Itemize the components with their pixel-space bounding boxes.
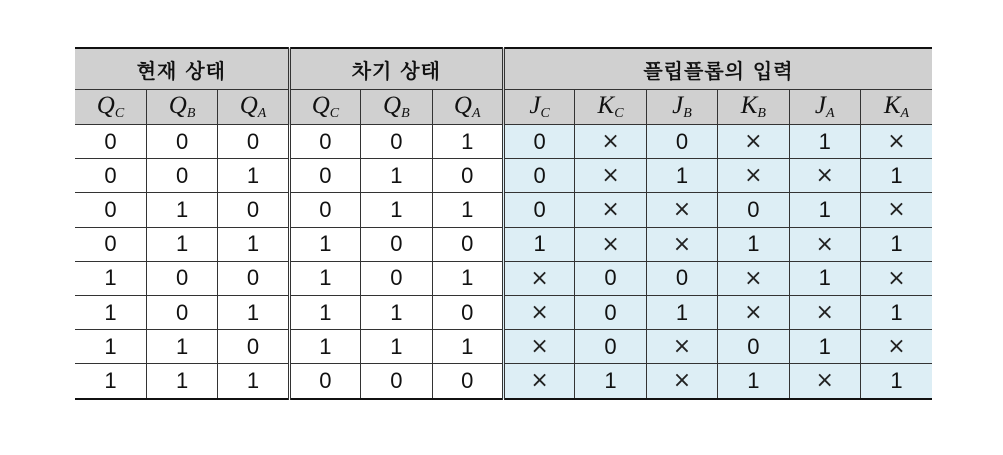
table-cell: 0 (718, 330, 789, 364)
table-cell: × (789, 159, 860, 193)
table-cell: 0 (361, 125, 432, 159)
table-cell: 1 (289, 330, 360, 364)
table-cell: 0 (146, 261, 217, 295)
table-cell: × (789, 364, 860, 399)
table-cell: × (789, 295, 860, 329)
column-header-variable: J (529, 92, 541, 119)
table-cell: 1 (75, 364, 146, 399)
table-cell: 0 (432, 227, 503, 261)
column-header-variable: Q (311, 92, 330, 119)
table-cell: × (646, 364, 717, 399)
table-cell: 1 (146, 227, 217, 261)
table-cell: 1 (218, 159, 289, 193)
table-row (75, 261, 932, 295)
table-cell: 1 (75, 295, 146, 329)
table-cell: 1 (789, 330, 860, 364)
column-header (575, 90, 646, 125)
table-cell: 0 (361, 227, 432, 261)
table-cell: 1 (503, 227, 574, 261)
column-header-variable: Q (383, 92, 402, 119)
column-header-variable: J (814, 92, 827, 119)
table-cell: × (646, 330, 717, 364)
table-cell: 0 (503, 125, 574, 159)
table-cell: 0 (432, 295, 503, 329)
column-header-variable: J (672, 92, 684, 119)
table-cell: 1 (146, 364, 217, 399)
table-cell: 1 (432, 125, 503, 159)
table-row (75, 330, 932, 364)
table-cell: 0 (575, 330, 646, 364)
table-cell: 0 (146, 295, 217, 329)
table-cell: 0 (503, 159, 574, 193)
table-cell: 1 (218, 295, 289, 329)
table-cell: 1 (789, 261, 860, 295)
table-cell: 0 (75, 125, 146, 159)
table-row (75, 295, 932, 329)
table-cell: 1 (218, 227, 289, 261)
table-cell: 0 (575, 261, 646, 295)
table-cell: 0 (289, 125, 360, 159)
column-header (75, 90, 146, 125)
table-cell: 1 (860, 364, 932, 399)
table-cell: × (575, 125, 646, 159)
table-cell: 0 (75, 227, 146, 261)
table-cell: × (575, 227, 646, 261)
column-header-variable: K (883, 92, 901, 119)
column-header-subscript: C (540, 106, 550, 121)
table-cell: × (575, 159, 646, 193)
table-cell: 1 (361, 330, 432, 364)
table-row (75, 227, 932, 261)
table-cell: 1 (860, 227, 932, 261)
table-cell: 0 (289, 364, 360, 399)
table-cell: 0 (146, 125, 217, 159)
table-cell: 0 (361, 364, 432, 399)
column-header-variable: Q (453, 92, 472, 119)
table-cell: × (860, 261, 932, 295)
table-cell: 1 (146, 193, 217, 227)
column-header-subscript: B (186, 106, 196, 121)
table-cell: × (860, 193, 932, 227)
column-header (789, 90, 860, 125)
column-header-subscript: A (471, 106, 481, 121)
table-row (75, 125, 932, 159)
next-state-group-header: 차기 상태 (289, 48, 503, 90)
table-cell: 1 (718, 364, 789, 399)
table-cell: 1 (718, 227, 789, 261)
table-cell: × (789, 227, 860, 261)
column-header (361, 90, 432, 125)
table-cell: 1 (218, 364, 289, 399)
table-cell: 1 (146, 330, 217, 364)
column-header-subscript: A (257, 106, 267, 121)
table-cell: 1 (289, 295, 360, 329)
table-cell: 1 (432, 330, 503, 364)
column-header (503, 90, 574, 125)
column-header (860, 90, 932, 125)
table-cell: 1 (361, 295, 432, 329)
column-header-variable: K (597, 92, 615, 119)
table-cell: 0 (718, 193, 789, 227)
table-cell: 1 (646, 159, 717, 193)
table-cell: 0 (503, 193, 574, 227)
table-cell: 1 (860, 295, 932, 329)
table-cell: 1 (432, 193, 503, 227)
table-cell: 1 (289, 261, 360, 295)
table-cell: × (718, 295, 789, 329)
table-row (75, 159, 932, 193)
table-cell: 0 (146, 159, 217, 193)
table-row (75, 193, 932, 227)
table-cell: 0 (575, 295, 646, 329)
table-cell: 1 (789, 125, 860, 159)
column-header-subscript: A (826, 106, 835, 121)
table-row (75, 364, 932, 399)
table-cell: × (503, 261, 574, 295)
table-cell: 1 (432, 261, 503, 295)
table-cell: × (718, 125, 789, 159)
group-header-row (75, 48, 932, 90)
table-cell: × (575, 193, 646, 227)
table-cell: 1 (361, 159, 432, 193)
table-cell: 0 (218, 125, 289, 159)
column-header-variable: Q (239, 92, 258, 119)
table-cell: × (860, 125, 932, 159)
table-cell: × (718, 159, 789, 193)
table-cell: 0 (361, 261, 432, 295)
column-header-variable: K (740, 92, 758, 119)
table-cell: 0 (432, 364, 503, 399)
table-cell: × (860, 330, 932, 364)
column-header-subscript: C (614, 106, 624, 121)
table-cell: 1 (860, 159, 932, 193)
variable-header-row (75, 90, 932, 125)
column-header-subscript: B (401, 106, 410, 121)
column-header-variable: Q (168, 92, 187, 119)
table-cell: 1 (789, 193, 860, 227)
table-cell: × (646, 193, 717, 227)
table-cell: 0 (646, 125, 717, 159)
table-cell: 0 (218, 261, 289, 295)
table-cell: 1 (75, 330, 146, 364)
column-header-subscript: A (900, 106, 910, 121)
table-cell: 0 (432, 159, 503, 193)
table-cell: 1 (75, 261, 146, 295)
table-cell: 0 (289, 159, 360, 193)
column-header (146, 90, 217, 125)
table-cell: 0 (218, 193, 289, 227)
table-cell: 1 (361, 193, 432, 227)
column-header-subscript: B (757, 106, 766, 121)
table-cell: × (503, 364, 574, 399)
table-cell: 0 (75, 193, 146, 227)
column-header (718, 90, 789, 125)
table-cell: × (718, 261, 789, 295)
table-cell: × (503, 330, 574, 364)
table-cell: 1 (289, 227, 360, 261)
table-cell: 0 (646, 261, 717, 295)
column-header (218, 90, 289, 125)
column-header-subscript: C (114, 106, 125, 121)
flip-flop-input-group-header: 플립플롭의 입력 (503, 48, 932, 90)
table-cell: 0 (289, 193, 360, 227)
present-state-group-header: 현재 상태 (75, 48, 289, 90)
table-cell: × (503, 295, 574, 329)
table-cell: 0 (218, 330, 289, 364)
column-header (289, 90, 360, 125)
column-header-subscript: C (329, 106, 340, 121)
flip-flop-excitation-table (75, 47, 932, 400)
table-cell: × (646, 227, 717, 261)
column-header-variable: Q (96, 92, 115, 119)
table-cell: 0 (75, 159, 146, 193)
column-header (646, 90, 717, 125)
column-header (432, 90, 503, 125)
table-cell: 1 (646, 295, 717, 329)
table-body (75, 125, 932, 399)
column-header-subscript: B (683, 106, 692, 121)
table-cell: 1 (575, 364, 646, 399)
